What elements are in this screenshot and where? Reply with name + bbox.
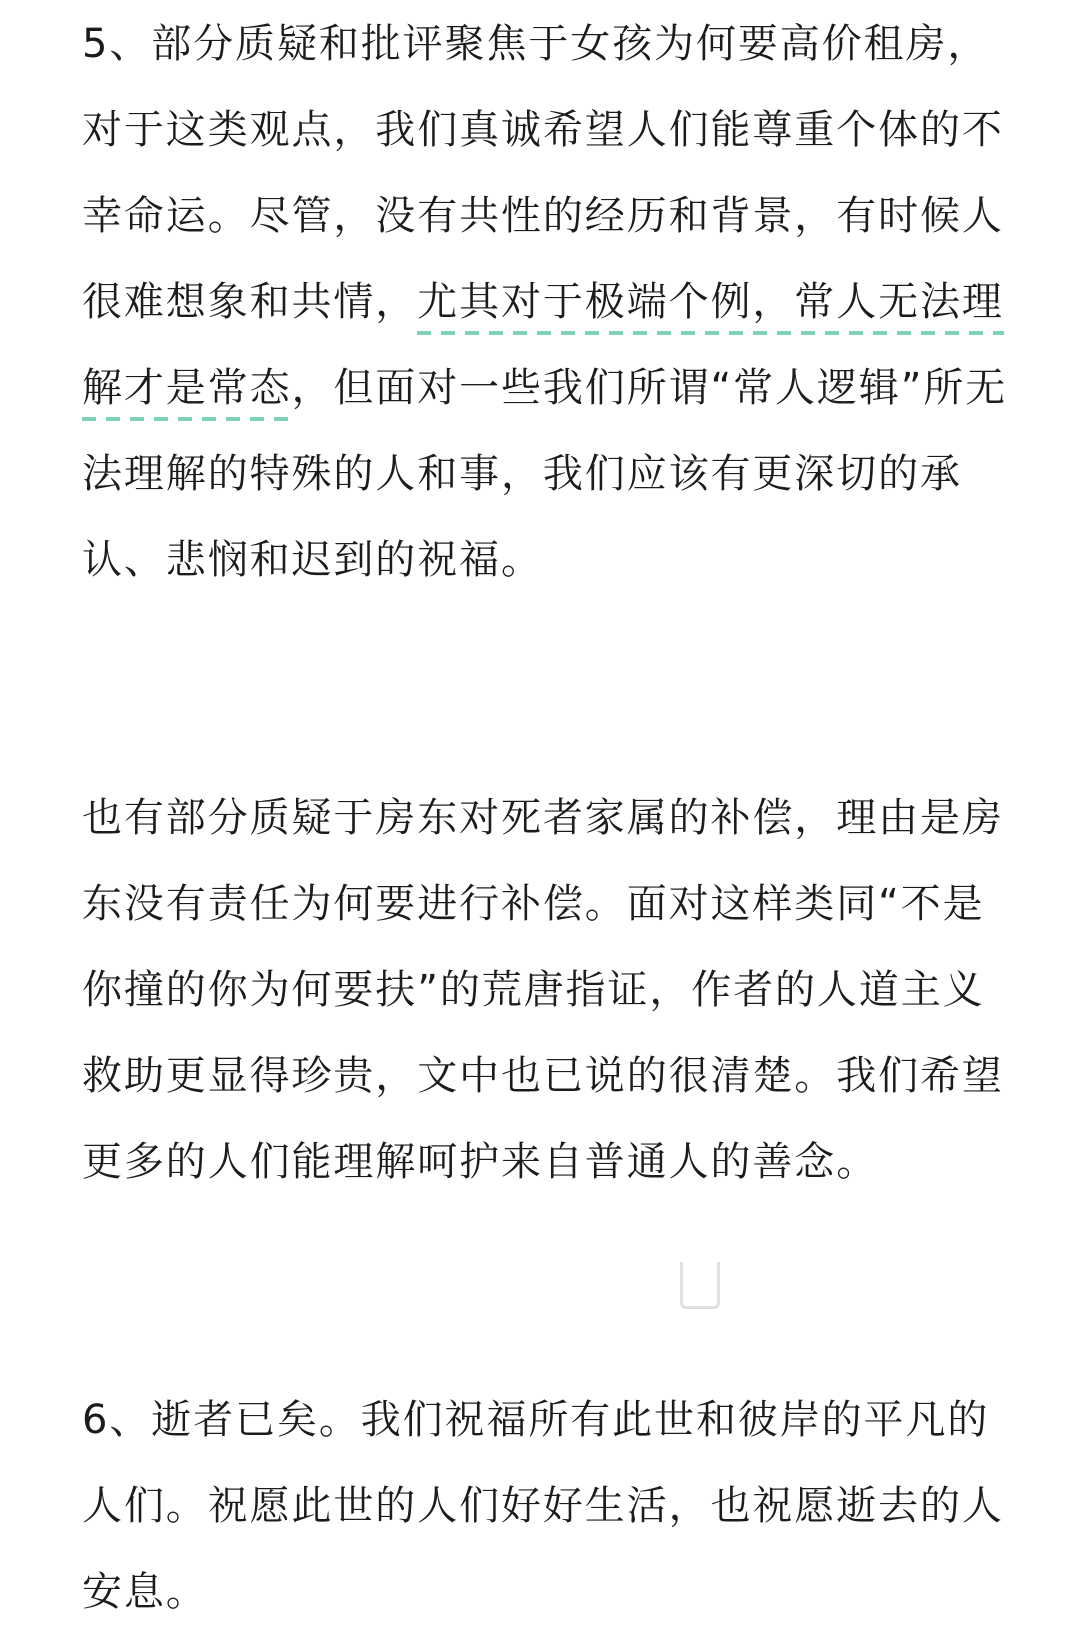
highlighted-text[interactable]: 解才是常态 (82, 365, 292, 421)
text-line: 也有部分质疑于房东对死者家属的补偿，理由是房 (82, 795, 1004, 841)
text-segment: ，但面对一些我们所谓“常人逻辑”所无 (291, 365, 1008, 411)
watermark-icon (680, 1262, 720, 1309)
text-segment: 很难想象和共情， (82, 279, 418, 325)
paragraph-5-rent (82, 1, 1012, 603)
paragraph-compensation (82, 775, 1012, 1205)
text-line: 对于这类观点，我们真诚希望人们能尊重个体的不 (82, 107, 1004, 153)
text-line: 救助更显得珍贵，文中也已说的很清楚。我们希望 (82, 1053, 1004, 1099)
paragraph-6-blessing (82, 1377, 1012, 1635)
text-line: 幸命运。尽管，没有共性的经历和背景，有时候人 (82, 193, 1004, 239)
text-line: 更多的人们能理解呵护来自普通人的善念。 (82, 1139, 879, 1185)
text-line: 你撞的你为何要扶”的荒唐指证，作者的人道主义 (82, 967, 985, 1013)
text-line (82, 345, 1012, 431)
text-line: 安息。 (82, 1569, 208, 1615)
article-body (82, 0, 1012, 1635)
text-line: 人们。祝愿此世的人们好好生活，也祝愿逝去的人 (82, 1483, 1004, 1529)
text-line (82, 259, 1012, 345)
text-line: 东没有责任为何要进行补偿。面对这样类同“不是 (82, 881, 985, 927)
text-line: 6、逝者已矣。我们祝福所有此世和彼岸的平凡的 (82, 1397, 990, 1443)
text-line: 认、悲悯和迟到的祝福。 (82, 537, 543, 583)
text-line: 法理解的特殊的人和事，我们应该有更深切的承 (82, 451, 962, 497)
highlighted-text[interactable]: 尤其对于极端个例，常人无法理 (417, 279, 1004, 335)
text-line: 5、部分质疑和批评聚焦于女孩为何要高价租房， (82, 21, 990, 67)
